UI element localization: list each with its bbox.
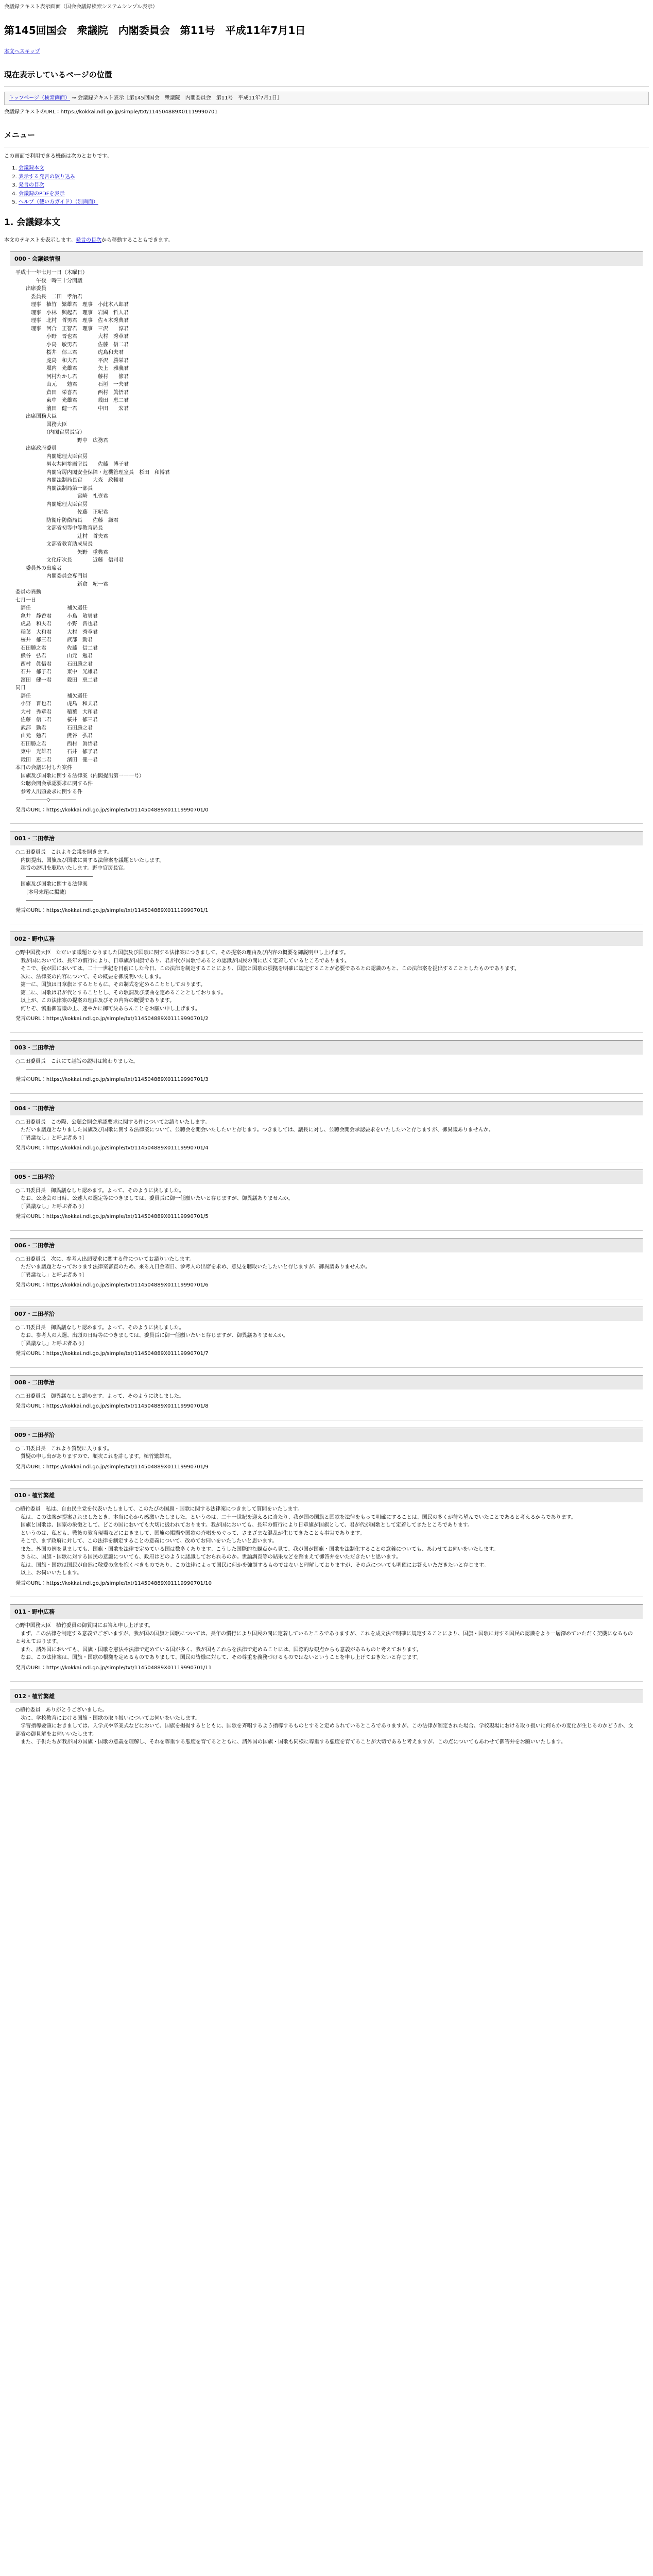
speech-body: ○二田委員長 これにて趣旨の説明は終わりました。 ――――――――――――― [15,1059,139,1073]
speech-body: ○二田委員長 御異議なしと認めます。よって、そのように決しました。 なお、公聴会の日時、公述人の選定等につきましては、委員長に御一任願いたいと存じますが、御異議ありませんか。 〔「異議なし」と呼ぶ者あり〕 [15,1188,294,1210]
speech-url[interactable]: 発言のURL：https://kokkai.ndl.go.jp/simple/txt/114504889X01119990701/4 [15,1145,209,1151]
speech-body: ○植竹委員 ありがとうございました。 次に、学校教育における国旗・国歌の取り扱いについてお伺いをいたします。 学習指導要領におきましては、入学式や卒業式などにおいて、国旗を掲揚するとともに、国歌を斉唱するよう指導するものとすると定められているところでありますが、この法律が制定された場合、学校現場における取り扱いに何らかの変化が生じるのかどうか、文部省の御見解をお伺いいたします。 また、子供たちが我が国の国旗・国歌の意義を理解し、それを尊重する態度を育てるとともに、諸外国の国旗・国歌も同様に尊重する態度を育てることが大切であると考えますが、この点についてもあわせて御答弁をお願いいたします。 [15,1707,633,1745]
speech-body: ○二田委員長 これより会議を開きます。 内閣提出、国旗及び国歌に関する法律案を議題といたします。 趣旨の説明を聴取いたします。野中官房長官。 ――――――――――――― 国旗及び国歌に関する法律案 〔本号末尾に掲載〕 ――――――――――――― [15,850,165,904]
speech-heading: 012・植竹繁雄 [10,1689,643,1703]
breadcrumb [4,92,649,105]
breadcrumb-current: 会議録テキスト表示［第145回国会 衆議院 内閣委員会 第11号 平成11年7月1日］ [77,95,282,101]
header-line: 会議録テキスト表示画面（国会会議録検索システムシンプル表示） [4,4,158,10]
speech-heading: 011・野中広務 [10,1604,643,1619]
body-intro-text: 本文のテキストを表示します。 [4,237,76,243]
speech-url[interactable]: 発言のURL：https://kokkai.ndl.go.jp/simple/txt/114504889X01119990701/3 [15,1077,209,1083]
divider [10,1032,643,1033]
breadcrumb-separator: → [70,95,78,101]
speech-body: ○二田委員長 これより質疑に入ります。 質疑の申し出がありますので、順次これを許します。植竹繁雄君。 [15,1446,175,1460]
page-title: 第145回国会 衆議院 内閣委員会 第11号 平成11年7月1日 [4,24,306,37]
divider [10,1230,643,1231]
speech-heading: 007・二田孝治 [10,1307,643,1321]
speech-url[interactable]: 発言のURL：https://kokkai.ndl.go.jp/simple/txt/114504889X01119990701/10 [15,1580,212,1586]
speech-body: ○二田委員長 次に、参考人出頭要求に関する件についてお諮りいたします。 ただいま議題となっております法律案審査のため、来る九日金曜日、参考人の出席を求め、意見を聴取いたしたいと存じますが、御異議ありませんか。 〔「異議なし」と呼ぶ者あり〕 [15,1256,371,1278]
menu-link-pdf[interactable]: 会議録のPDFを表示 [19,191,65,197]
menu-item [19,173,649,181]
speech-url[interactable]: 発言のURL：https://kokkai.ndl.go.jp/simple/txt/114504889X01119990701/5 [15,1214,209,1220]
divider [10,823,643,824]
speech-body: ○野中国務大臣 ただいま議題となりました国旗及び国歌に関する法律案につきまして、その提案の理由及び内容の概要を御説明申し上げます。 我が国においては、長年の慣行により、日章旗が国旗であり、君が代が国歌であるとの認識が国民の間に広く定着しているところであります。 そこで、我が国においては、二十一世紀を目前にした今日、この法律を制定することにより、国旗と国歌の根拠を明確に規定することが必要であるとの認識のもと、この法律案を提出することとしたものであります。 次に、法律案の内容について、その概要を御説明いたします。 第一に、国旗は日章旗とするとともに、その制式を定めることとしております。 第二に、国歌は君が代とすることとし、その歌詞及び楽曲を定めることとしております。 以上が、この法律案の提案の理由及びその内容の概要であります。 何とぞ、慎重御審議の上、速やかに御可決あらんことをお願い申し上げます。 [15,950,520,1012]
speech-heading: 000・会議録情報 [10,251,643,266]
menu-intro: この画面で利用できる機能は次のとおりです。 [4,153,112,159]
divider [10,1480,643,1481]
menu-item [19,164,649,173]
skip-link[interactable]: 本文へスキップ [4,48,40,55]
speech-url[interactable]: 発言のURL：https://kokkai.ndl.go.jp/simple/txt/114504889X01119990701/0 [15,807,209,813]
divider [10,1681,643,1682]
speech-url[interactable]: 発言のURL：https://kokkai.ndl.go.jp/simple/txt/114504889X01119990701/2 [15,1016,209,1022]
speech-body: ○二田委員長 御異議なしと認めます。よって、そのように決しました。 [15,1393,184,1399]
speech-list [4,251,649,1747]
menu-link-toc[interactable]: 発言の目次 [19,182,44,188]
speech-url[interactable]: 発言のURL：https://kokkai.ndl.go.jp/simple/txt/114504889X01119990701/6 [15,1282,209,1289]
body-intro-text: から移動することもできます。 [101,237,174,243]
menu-item [19,198,649,207]
menu-heading: メニュー [4,130,36,140]
document-url: 会議録テキストのURL：https://kokkai.ndl.go.jp/simple/txt/114504889X01119990701 [4,109,218,115]
location-heading: 現在表示しているページの位置 [4,70,112,79]
speech-body: ○野中国務大臣 植竹委員の御質問にお答え申し上げます。 まず、この法律を制定する意義でございますが、我が国の国旗と国歌については、長年の慣行により国民の間に定着しているところでありますが、これを成文法で明確に規定することにより、国旗・国歌に対する国民の認識をより一層深めていただく契機になるものと考えております。 また、諸外国においても、国旗・国歌を憲法や法律で定めている国が多く、我が国もこれらを法律で定めることには、国際的な観点からも意義があるものと考えております。 なお、この法律案は、国旗・国歌の根拠を定めるものでありまして、国民の皆様に対して、その尊重を義務づけるものではないということを申し上げておきたいと存じます。 [15,1623,633,1661]
speech-body: 平成十一年七月一日（木曜日） 午後一時三十分開議 出席委員 委員長 二田 孝治君 理事 植竹 繁雄君 理事 小此木八郎君 理事 小林 興起君 理事 岩國 哲人君 理事 北村 哲男君 理事 佐々木秀典君 理事 河合 正智君 理事 三沢 淳君 小野 晋也君 大村 秀章君 小島 敏男君 佐藤 信二君 桜井 郁三君 虎島和夫君 虎島 和夫君 平沢 勝栄君 堀内 光雄君 矢上 雅義君 河村たかし君 藤村 修君 山元 勉君 石垣 一夫君 倉田 栄喜君 西村 眞悟君 東中 光雄君 穀田 恵二君 濱田 健一君 中田 宏君 出席国務大臣 国務大臣 （内閣官房長官） 野中 広務君 出席政府委員 内閣総理大臣官房 男女共同参画室長 佐藤 博子君 内閣官房内閣安全保障・危機管理室長 杉田 和博君 内閣法制局長官 大森 政輔君 内閣法制局第一部長 宮崎 礼壹君 内閣総理大臣官房 佐藤 正紀君 防衛庁防衛局長 佐藤 謙君 文部省初等中等教育局長 辻村 哲夫君 文部省教育助成局長 矢野 重典君 文化庁次長 近藤 信司君 委員外の出席者 内閣委員会専門員 新倉 紀一君 委員の異動 七月一日 辞任 補欠選任 亀井 静香君 小島 敏男君 虎島 和夫君 小野 晋也君 稲葉 大和君 大村 秀章君 桜井 郁三君 武部 勤君 石田勝之君 佐藤 信二君 熊谷 弘君 山元 勉君 西村 眞悟君 石田勝之君 石井 郁子君 東中 光雄君 濱田 健一君 穀田 恵二君 同日 辞任 補欠選任 小野 晋也君 虎島 和夫君 大村 秀章君 稲葉 大和君 佐藤 信二君 桜井 郁三君 武部 勤君 石田勝之君 山元 勉君 熊谷 弘君 石田勝之君 西村 眞悟君 東中 光雄君 石井 郁子君 穀田 恵二君 濱田 健一君 本日の会議に付した案件 国旗及び国歌に関する法律案（内閣提出第一一一号） 公聴会開会承認要求に関する件 参考人出頭要求に関する件 ――――◇――――― [15,270,170,803]
menu-link-body[interactable]: 会議録本文 [19,165,44,171]
body-heading: 1. 会議録本文 [4,217,61,228]
menu-link-help[interactable]: ヘルプ（使い方ガイド）（別画面） [19,199,98,205]
speech-heading: 008・二田孝治 [10,1375,643,1389]
speech-body: ○二田委員長 この際、公聴会開会承認要求に関する件についてお諮りいたします。 ただいま議題となりました国旗及び国歌に関する法律案について、公聴会を開会いたしたいと存じます。つきましては、議長に対し、公聴会開会承認要求をいたしたいと存じますが、御異議ありませんか。 〔「異議なし」と呼ぶ者あり〕 [15,1119,494,1141]
breadcrumb-top-link[interactable]: トップページ（検索画面） [9,95,71,101]
divider [10,1093,643,1094]
speech-url[interactable]: 発言のURL：https://kokkai.ndl.go.jp/simple/txt/114504889X01119990701/7 [15,1351,209,1357]
speech-url[interactable]: 発言のURL：https://kokkai.ndl.go.jp/simple/txt/114504889X01119990701/9 [15,1464,209,1470]
speech-body: ○二田委員長 御異議なしと認めます。よって、そのように決しました。 なお、参考人の人選、出頭の日時等につきましては、委員長に御一任願いたいと存じますが、御異議ありませんか。 〔「異議なし」と呼ぶ者あり〕 [15,1325,288,1347]
speech-url[interactable]: 発言のURL：https://kokkai.ndl.go.jp/simple/txt/114504889X01119990701/8 [15,1403,209,1410]
menu-link-filter[interactable]: 表示する発言の絞り込み [19,174,75,180]
divider [10,1367,643,1368]
speech-heading: 006・二田孝治 [10,1238,643,1252]
speech-heading: 001・二田孝治 [10,831,643,845]
menu-item [19,190,649,198]
menu-item [19,181,649,190]
speech-url[interactable]: 発言のURL：https://kokkai.ndl.go.jp/simple/txt/114504889X01119990701/11 [15,1665,212,1671]
menu-list [19,164,649,207]
speech-body: ○植竹委員 私は、自由民主党を代表いたしまして、このたびの国旗・国歌に関する法律案につきまして質問をいたします。 私は、この法案が提案されましたとき、本当に心から感激いたしました。というのは、二十一世紀を迎えるに当たり、我が国の国旗と国歌を法律をもって明確にすることは、国民の多くが待ち望んでいたことであると考えるからであります。 国旗と国歌は、国家の象徴として、どこの国においても大切に扱われております。我が国においても、長年の慣行により日章旗が国旗として、君が代が国歌として定着してきたところであります。 というのは、私ども、戦後の教育現場などにおきまして、国旗の掲揚や国歌の斉唱をめぐって、さまざまな混乱が生じてきたことも事実であります。 そこで、まず政府に対して、この法律を制定することの意義について、改めてお伺いをいたしたいと思います。 また、外国の例を見ましても、国旗・国歌を法律で定めている国は数多くあります。こうした国際的な観点から見て、我が国が国旗・国歌を法制化することの意義についても、あわせてお伺いをいたします。 さらに、国旗・国歌に対する国民の意識についても、政府はどのように認識しておられるのか。世論調査等の結果などを踏まえて御答弁をいただきたいと思います。 私は、国旗・国歌は国民が自然に敬愛の念を抱くべきものであり、この法律によって国民に何かを強制するものではないと理解しておりますが、その点についても明確にお答えいただきたいと存じます。 以上、お伺いいたします。 [15,1506,576,1577]
toc-link[interactable]: 発言の目次 [76,237,101,243]
body-intro [4,236,649,245]
speech-heading: 003・二田孝治 [10,1040,643,1055]
speech-url[interactable]: 発言のURL：https://kokkai.ndl.go.jp/simple/txt/114504889X01119990701/1 [15,907,209,913]
speech-heading: 002・野中広務 [10,931,643,946]
divider [4,86,649,87]
speech-heading: 004・二田孝治 [10,1101,643,1115]
speech-heading: 009・二田孝治 [10,1428,643,1442]
speech-heading: 010・植竹繁雄 [10,1488,643,1502]
speech-heading: 005・二田孝治 [10,1170,643,1184]
